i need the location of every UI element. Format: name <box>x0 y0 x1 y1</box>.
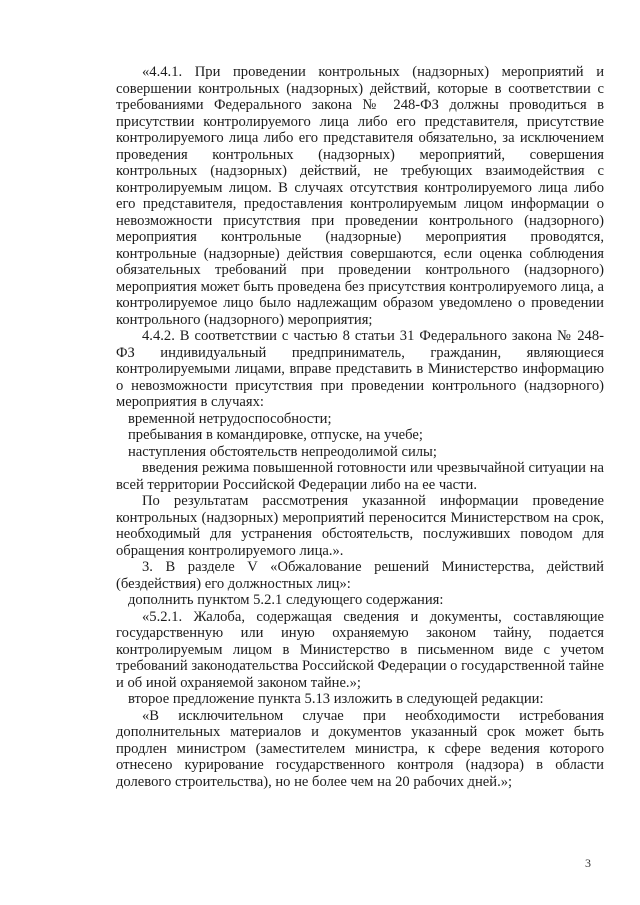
page-number: 3 <box>585 856 591 870</box>
paragraph-5-2-1: «5.2.1. Жалоба, содержащая сведения и документы, составляющие государственную или иную охраняемую законом тайну, подается контролируемым лицом в Министерство в письменном виде с учетом требований законодательства Российской Федерации о государственной тайне и об иной охраняемой законом тайне.»; <box>116 608 604 691</box>
paragraph-postponement: По результатам рассмотрения указанной информации проведение контрольных (надзорных) мероприятий переносится Министерством на срок, необходимый для устранения обстоятельств, послуживших поводом для обращения контролируемого лица.». <box>116 493 604 559</box>
paragraph-5-13-intro: второе предложение пункта 5.13 изложить в следующей редакции: <box>128 691 544 707</box>
paragraph-4-4-1: «4.4.1. При проведении контрольных (надзорных) мероприятий и совершении контрольных (надзорных) действий, которые в соответствии с требованиями Федерального закона № 248-ФЗ должны проводиться в присутствии контролируемого лица либо его представителя, присутствие контролируемого лица либо его представителя обязательно, за исключением проведения контрольных (надзорных) мероприятий, совершения контрольных (надзорных) действий, не требующих взаимодействия с контролируемым лицом. В случаях отсутствия контролируемого лица либо его представителя, предоставления контролируемым лицом информации о невозможности присутствия при проведении контрольного (надзорного) мероприятия контрольные (надзорные) мероприятия проводятся, контрольные (надзорные) действия совершаются, если оценка соблюдения обязательных требований при проведении контрольного (надзорного) мероприятия может быть проведена без присутствия контролируемого лица, а контролируемое лицо было надлежащим образом уведомлено о проведении контрольного (надзорного) мероприятия; <box>116 64 604 328</box>
paragraph-4-4-2: 4.4.2. В соответствии с частью 8 статьи 31 Федерального закона № 248-ФЗ индивидуальный предприниматель, гражданин, являющиеся контролируемыми лицами, вправе представить в Министерство информацию о невозможности присутствия при проведении контрольного (надзорного) мероприятия в случаях: <box>116 328 604 410</box>
paragraph-section-v: 3. В разделе V «Обжалование решений Министерства, действий (бездействия) его должностных лиц»: <box>116 559 604 592</box>
paragraph-5-13: «В исключительном случае при необходимости истребования дополнительных материалов и документов указанный срок может быть продлен министром (заместителем министра, к сфере ведения которого отнесено курирование государственного контроля (надзора) в области долевого строительства), но не более чем на 20 рабочих дней.»; <box>116 707 604 790</box>
list-item-disability: временной нетрудоспособности; <box>128 410 332 427</box>
list-item-emergency: введения режима повышенной готовности или чрезвычайной ситуации на всей территории Российской Федерации либо на ее части. <box>116 460 604 493</box>
list-item-force-majeure: наступления обстоятельств непреодолимой силы; <box>128 443 437 460</box>
document-body <box>116 64 604 790</box>
paragraph-add-5-2-1: дополнить пунктом 5.2.1 следующего содержания: <box>128 592 444 608</box>
list-item-business-trip: пребывания в командировке, отпуске, на учебе; <box>128 427 423 443</box>
